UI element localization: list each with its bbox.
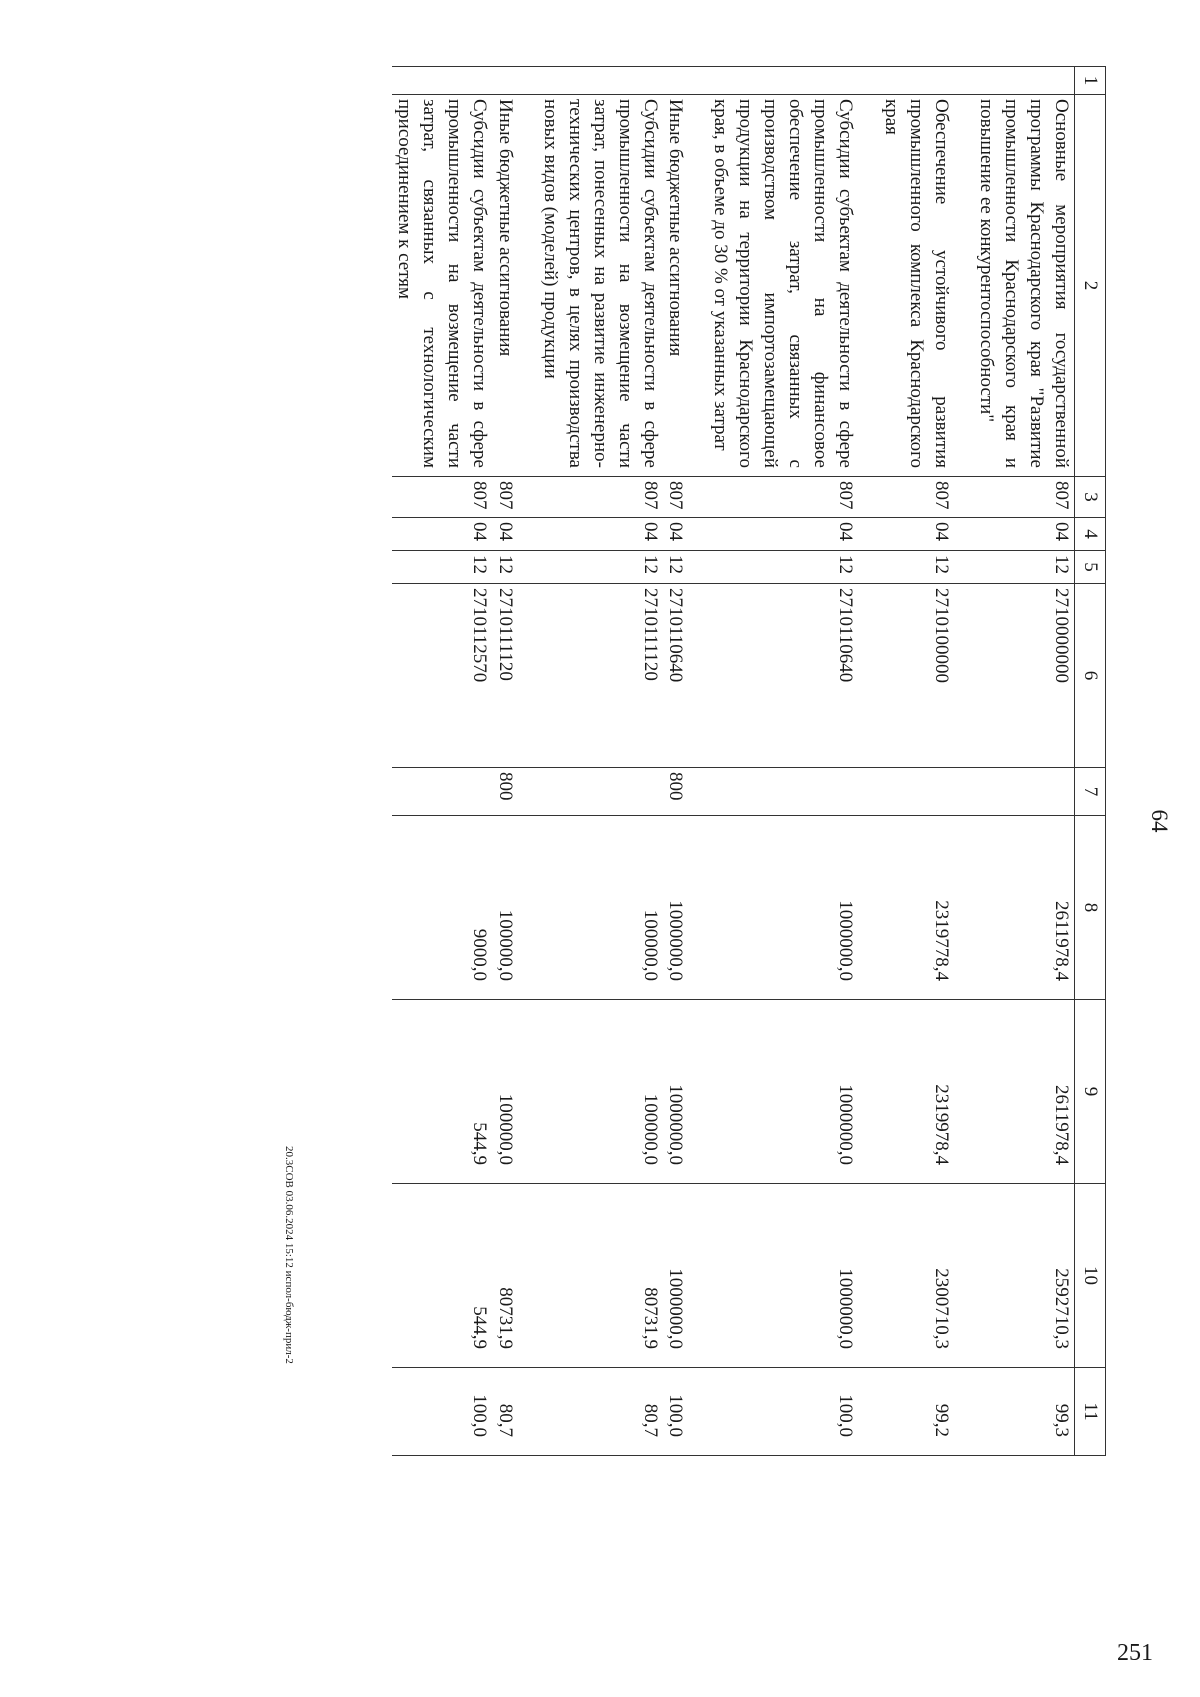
subsection-cell: 12 [974, 551, 1075, 584]
amount-cell: 100000,0 [492, 1000, 517, 1184]
table-row [974, 67, 1075, 1456]
row-index-cell [492, 67, 517, 95]
ministry-code-cell: 807 [663, 477, 688, 518]
ministry-code-cell: 807 [974, 477, 1075, 518]
amount-cell: 2319778,4 [878, 816, 953, 1000]
percent-cell: 100,0 [708, 1368, 858, 1456]
row-index-cell [708, 67, 858, 95]
page-number: 64 [1147, 809, 1172, 833]
description-cell: Основные мероприятия государственной программы Краснодарского края "Развитие промышленности Краснодарского края и повышение ее конкурентоспособности" [974, 95, 1075, 477]
subsection-cell: 12 [878, 551, 953, 584]
amount-cell: 544,9 [392, 1184, 492, 1368]
table-row [663, 67, 688, 1456]
ministry-code-cell: 807 [392, 477, 492, 518]
target-article-cell: 2710112570 [392, 584, 492, 768]
description-cell: Субсидии субъектам деятельности в сфере промышленности на возмещение части затрат, понесенных на развитие инженерно-технических центров, в целях производства новых видов (моделей) продукции [538, 95, 663, 477]
amount-cell: 2611978,4 [974, 1000, 1075, 1184]
table-row [878, 67, 953, 1456]
description-cell: Иные бюджетные ассигнования [663, 95, 688, 477]
expense-type-cell [538, 768, 663, 816]
ministry-code-cell: 807 [492, 477, 517, 518]
percent-cell: 80,7 [492, 1368, 517, 1456]
section-cell: 04 [392, 518, 492, 551]
expense-type-cell [392, 768, 492, 816]
target-article-cell: 2710110640 [708, 584, 858, 768]
amount-cell: 80731,9 [492, 1184, 517, 1368]
amount-cell: 1000000,0 [708, 816, 858, 1000]
ministry-code-cell: 807 [708, 477, 858, 518]
section-cell: 04 [492, 518, 517, 551]
column-header: 7 [1075, 768, 1106, 816]
target-article-cell: 2710100000 [878, 584, 953, 768]
ministry-code-cell: 807 [878, 477, 953, 518]
target-article-cell: 2710000000 [974, 584, 1075, 768]
row-index-cell [663, 67, 688, 95]
column-header: 6 [1075, 584, 1106, 768]
section-cell: 04 [878, 518, 953, 551]
section-cell: 04 [708, 518, 858, 551]
description-cell: Субсидии субъектам деятельности в сфере промышленности на финансовое обеспечение затрат, связанных с производством импортозамещающей продукции на территории Краснодарского края, в объеме до 30 % от указанных затрат [708, 95, 858, 477]
target-article-cell: 2710111120 [538, 584, 663, 768]
row-index-cell [538, 67, 663, 95]
column-header: 4 [1075, 518, 1106, 551]
amount-cell: 100000,0 [538, 816, 663, 1000]
percent-cell: 99,3 [974, 1368, 1075, 1456]
row-spacer [858, 67, 878, 1456]
ministry-code-cell: 807 [538, 477, 663, 518]
amount-cell: 1000000,0 [708, 1000, 858, 1184]
section-cell: 04 [538, 518, 663, 551]
amount-cell: 2611978,4 [974, 816, 1075, 1000]
column-header: 3 [1075, 477, 1106, 518]
amount-cell: 1000000,0 [663, 1184, 688, 1368]
amount-cell: 2592710,3 [974, 1184, 1075, 1368]
amount-cell: 1000000,0 [663, 816, 688, 1000]
amount-cell: 2319978,4 [878, 1000, 953, 1184]
expense-type-cell: 800 [663, 768, 688, 816]
row-spacer [688, 67, 708, 1456]
target-article-cell: 2710111120 [492, 584, 517, 768]
row-index-cell [878, 67, 953, 95]
row-index-cell [392, 67, 492, 95]
amount-cell: 100000,0 [492, 816, 517, 1000]
expense-type-cell [708, 768, 858, 816]
amount-cell: 1000000,0 [708, 1184, 858, 1368]
description-cell: Обеспечение устойчивого развития промышленного комплекса Краснодарского края [878, 95, 953, 477]
budget-table [392, 66, 1106, 1456]
subsection-cell: 12 [392, 551, 492, 584]
column-header: 8 [1075, 816, 1106, 1000]
expense-type-cell [974, 768, 1075, 816]
header-row [1075, 67, 1106, 1456]
section-cell: 04 [663, 518, 688, 551]
percent-cell: 80,7 [538, 1368, 663, 1456]
amount-cell: 80731,9 [538, 1184, 663, 1368]
section-cell: 04 [974, 518, 1075, 551]
subsection-cell: 12 [708, 551, 858, 584]
description-cell: Иные бюджетные ассигнования [492, 95, 517, 477]
expense-type-cell [878, 768, 953, 816]
table-row [392, 67, 492, 1456]
column-header: 2 [1075, 95, 1106, 477]
subsection-cell: 12 [663, 551, 688, 584]
table-row [492, 67, 517, 1456]
expense-type-cell: 800 [492, 768, 517, 816]
amount-cell: 2300710,3 [878, 1184, 953, 1368]
sheet-number: 251 [1117, 1640, 1153, 1666]
target-article-cell: 2710110640 [663, 584, 688, 768]
description-cell: Субсидии субъектам деятельности в сфере промышленности на возмещение части затрат, связанных с технологическим присоединением к сетям [392, 95, 492, 477]
column-header: 9 [1075, 1000, 1106, 1184]
amount-cell: 100000,0 [538, 1000, 663, 1184]
amount-cell: 9000,0 [392, 816, 492, 1000]
percent-cell: 99,2 [878, 1368, 953, 1456]
percent-cell: 100,0 [663, 1368, 688, 1456]
column-header: 1 [1075, 67, 1106, 95]
row-index-cell [974, 67, 1075, 95]
row-spacer [518, 67, 538, 1456]
table-row [538, 67, 663, 1456]
footer-document-code: 20.3СОВ 03.06.2024 15:12 испол-бюдж-прил-2 [283, 1146, 295, 1364]
amount-cell: 544,9 [392, 1000, 492, 1184]
column-header: 10 [1075, 1184, 1106, 1368]
row-spacer [954, 67, 974, 1456]
rotated-page [260, 66, 1190, 1576]
amount-cell: 1000000,0 [663, 1000, 688, 1184]
percent-cell: 100,0 [392, 1368, 492, 1456]
table-row [708, 67, 858, 1456]
subsection-cell: 12 [492, 551, 517, 584]
column-header: 5 [1075, 551, 1106, 584]
column-header: 11 [1075, 1368, 1106, 1456]
subsection-cell: 12 [538, 551, 663, 584]
